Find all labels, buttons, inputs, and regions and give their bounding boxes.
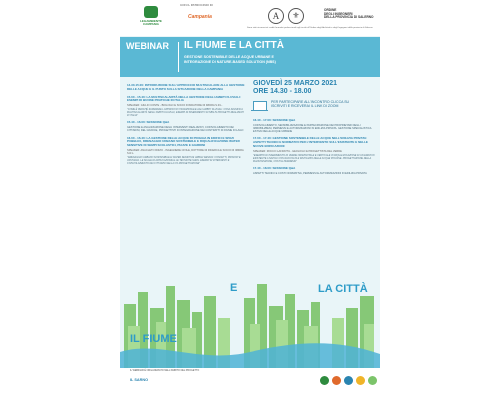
webinar-poster	[120, 0, 380, 400]
event-title: IL FIUME E LA CITTÀ	[184, 40, 284, 51]
session-speaker: SPEAKER: GIULIO CONTE - BIOLOGO E SOCIO FONDATORE DI IRIDRA S.R.L.	[127, 104, 223, 108]
session-item	[253, 137, 375, 163]
banner-divider	[178, 42, 179, 72]
session-speaker: SPEAKER: ANACLETO RIZZO - INGEGNERE CIVILE, DOTTORE DI RICERCA E SOCIO DI IRIDRA S.R.L.	[127, 148, 244, 156]
ordine-ingegneri-logo	[324, 9, 374, 20]
poster-header	[120, 0, 380, 36]
poster-footer	[120, 368, 380, 400]
session-item	[253, 167, 375, 175]
partner-logo-icon	[368, 376, 377, 385]
registration-info[interactable]	[253, 100, 375, 114]
event-date	[253, 80, 375, 97]
session-item	[127, 96, 245, 118]
regione-campania-logo	[182, 12, 230, 26]
ordine-line-1: ORDINE	[324, 8, 337, 12]
session-description: GESTIONE E ANALIZZAZIONE DEGLI INTERVENTI REALIZZATI, COINVOLGIMENTO DEI CITTADINI, DEL GIUDICE, PROGETTISTI DI INTEGRAZIONE NEI CONTRATTI DI FIUME DI LAGO	[127, 126, 244, 133]
credits-note: Sono stati riconosciuti crediti formativi professionali agli iscritti all'Ordine degli Architetti e degli Ingegneri della provincia di Salerno	[247, 27, 373, 29]
session-title: 17.40 - 18.00: SESSIONE Q&A	[253, 165, 296, 170]
laptop-base-icon	[251, 110, 268, 112]
title-banner	[120, 37, 380, 77]
partner-logo-icon	[320, 376, 329, 385]
partner-logo-icon	[344, 376, 353, 385]
province-seal-icon: ⚜	[288, 8, 304, 24]
event-date-line: GIOVEDÌ 25 MARZO 2021	[253, 80, 338, 87]
session-description: COINVOLGIMENTO, SENSIBILIZZAZIONE E PARTECIPAZIONE DEI PROPRIETARI DEGLI IMMOBILI/BENI, PERMESSI E AUTORIZZAZIONI IN EDILIZIA PRIVATA. GESTIONE SPECIALISTICA ESTIVA DELLE ACQUE URBANE	[253, 123, 372, 134]
architects-seal-icon: A	[268, 8, 284, 24]
event-time-line: ORE 14.30 - 18.00	[253, 88, 312, 96]
session-item	[127, 121, 245, 132]
subtitle-line-1: GESTIONE SOSTENIBILE DELLE ACQUE URBANE E	[184, 55, 274, 59]
session-title: 17.00 - 17.40: GESTIONE SOSTENIBILE DELLE ACQUE NELL'EDILIZIA PRIVATA: ASPETTI TECNICI E NORMATIVI PER L'INTERVENTO SULL'ESISTENTE E NELLE NUOVE EDIFICAZIONI	[253, 136, 368, 148]
session-title: 15.40 - 16.00: SESSIONE Q&A	[127, 120, 170, 125]
partner-logo-icon	[356, 376, 365, 385]
legambiente-name: LEGAMBIENTE	[140, 19, 162, 23]
session-item	[253, 119, 375, 133]
footer-note: IL WEBINAR È ORGANIZZATO NELL'AMBITO DEL PROGETTO	[130, 369, 200, 372]
subtitle-line-2: INTEGRAZIONE DI NATURE-BASED SOLUTION (NBS)	[184, 59, 276, 64]
left-program-column	[127, 84, 245, 169]
session-title: 16.00 - 16.40: LA GESTIONE DELLE ACQUE DI PIOGGIA IN EDIFICI E SPAZI PUBBLICI, DRENAGGIO URBANO SOSTENIBILE E RIQUALIFICAZIONE WATER SENSITIVE DI SEMPI SCOLASTICI, PIAZZE E GIARDINI	[127, 135, 240, 148]
session-speaker: SPEAKER: ROCCO LAFRATTA - GEOLOGO E PROGETTISTA DEL VERDE	[253, 149, 342, 153]
legambiente-logo	[134, 6, 168, 32]
ordine-line-3: DELLA PROVINCIA DI SALERNO	[324, 15, 374, 20]
il-fiume-lettering: IL FIUME	[130, 333, 177, 345]
partner-logo-icon	[332, 376, 341, 385]
regione-campania-text: Campania	[188, 14, 212, 20]
session-quote: "ESEMPIO DI INSERIMENTO DI VERDE ORIZZONTALE E VERTICALE IN RIQUALIFICAZIONE DI UN EDIFICIO ESISTENTE A NAPOLI CON RACCOLTA E RIUTILIZZO DELLE ACQUE PIOVANE. PROGETTAZIONE DELLA MANUTENZIONE, COSTI E PERMESSI"	[253, 153, 375, 163]
legambiente-region: CAMPANIA	[143, 22, 159, 27]
session-quote: "DRENAGGIO URBANO SOSTENIBILE E WATER SENSITIVE URBAN DESIGN: CONCETTI, PRINCIPI E VANTAGGI. LE SCALE DI APPLICAZIONE E LE TECNICHE SUDS. ESEMPI DI INTERVENTI E COINVOLGIMENTO DEI CITTADINI NELLA CO-PROGETTAZIONE"	[127, 156, 241, 166]
e-lettering: E	[230, 282, 238, 294]
right-program-column	[253, 80, 375, 179]
event-subtitle	[184, 55, 374, 64]
session-item	[127, 137, 245, 166]
partner-logos	[320, 376, 376, 386]
project-logo: IL SARNO	[130, 378, 149, 382]
register-line-1: PER PARTECIPARE ALL'INCONTRO CLICCA SU	[271, 99, 350, 104]
session-title: 14.30-15.00: INTRODUZIONE SULL'APPROCCIO MULTISCALARE ALLA GESTIONE DELLE ACQUE E IL PUNTO SULLA SITUAZIONE DELLA CAMPANIA	[127, 83, 245, 91]
session-item	[127, 84, 245, 92]
patronage-label: CON IL PATROCINIO DI	[180, 3, 213, 7]
legambiente-leaf-icon	[144, 6, 158, 18]
session-title: 16.40 - 17.00: SESSIONE Q&A	[253, 117, 296, 122]
session-title: 15.00 - 15.40: LA MULTISCALARITÀ NELLA GESTIONE DEGLI AMBITI FLUVIALI: ESEMPI DI BUONE PRATICHE IN ITALIA	[127, 94, 241, 103]
webinar-label: WEBINAR	[126, 41, 169, 51]
la-citta-lettering: LA CITTÀ	[318, 283, 368, 295]
register-line-2: ISCRIVITI E RICEVERAI IL LINK DI ZOOM	[271, 104, 339, 109]
session-description: ASPETTI TECNICI E COSTI NORMATIVA, PERMESSI E AUTORIZZAZIONI IN EDILIZIA PRIVATA	[253, 171, 367, 175]
ordine-line-2: DEGLI INGEGNERI	[324, 11, 353, 16]
session-quote: "COME È PERCHÉ SUPERARE L'APPROCCIO TRADIZIONALE AGLI AMBITI FLUVIALI. COSA SIGNIFICA MULTISCALARITÀ NEGLI AMBITI FLUVIALI, ESEMPI DI INSERIMENTO DI NBS IN PROGETTI REALIZZATI IN ITALIA"	[127, 108, 244, 118]
